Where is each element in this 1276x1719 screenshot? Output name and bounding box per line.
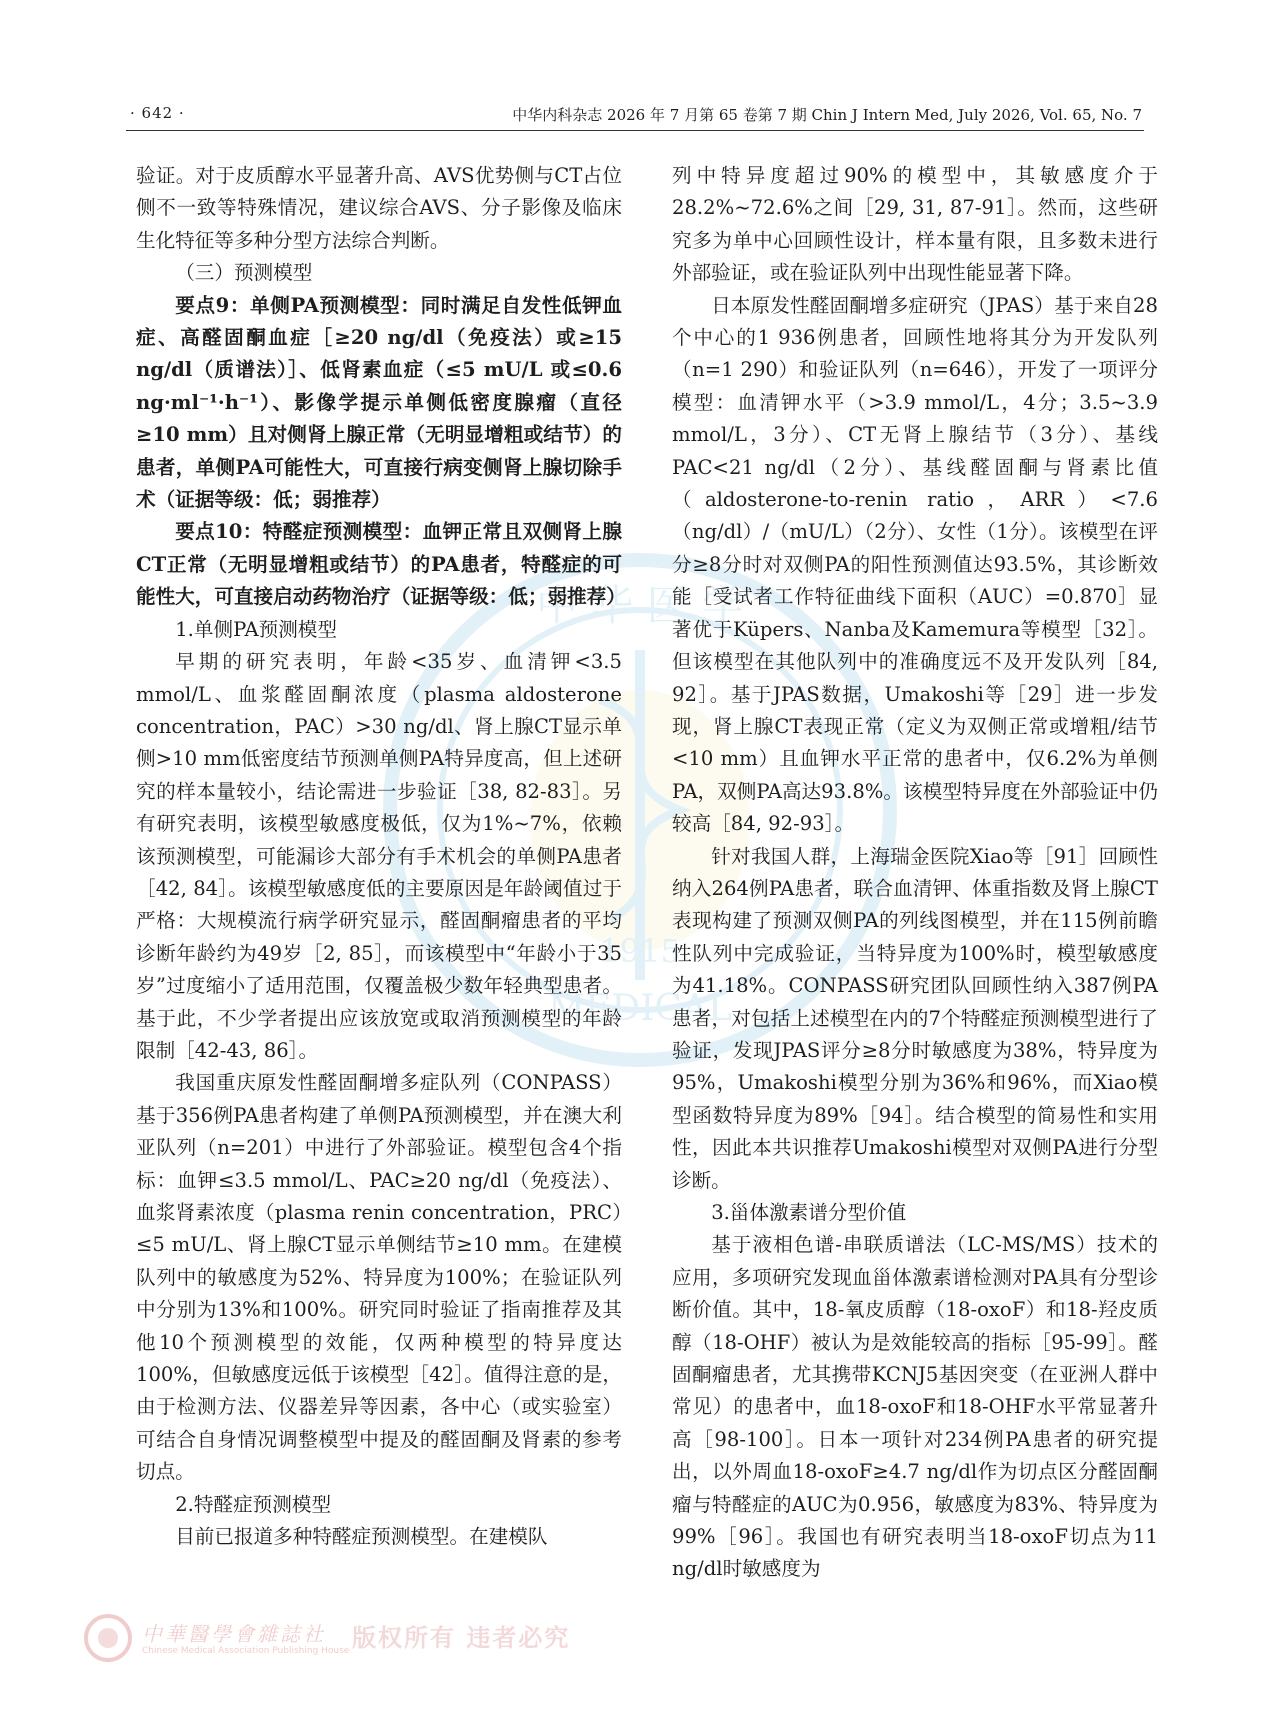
paragraph: 1.单侧PA预测模型 [175,617,337,641]
paragraph: 要点9：单侧PA预测模型：同时满足自发性低钾血症、高醛固酮血症［≥20 ng/dl（免疫法）或≥15 ng/dl（质谱法）］、低肾素血症（≤5 mU/L 或≤0.6 ng·ml⁻¹·h⁻¹）、影像学提示单侧低密度腺瘤（直径≥10 mm）且对侧肾上腺正常（无明显增粗或结节）的患者，单侧PA可能性大，可直接行病变侧肾上腺切除手术（证据等级：低；弱推荐） [136,293,622,512]
footer-brand-cn: 中華醫學會雜誌社 [142,1622,326,1646]
paragraph: 列中特异度超过90%的模型中，其敏感度介于28.2%~72.6%之间［29, 31, 87-91］。然而，这些研究多为单中心回顾性设计，样本量有限，且多数未进行外部验证，或在验证队列中出现性能显著下降。 [672,164,1158,285]
footer-brand-en: Chinese Medical Association Publishing House [142,1646,350,1656]
watermark-text-top: 中 华 医 学 [535,581,745,630]
left-column [136,160,626,1553]
page-header [126,96,1144,131]
watermark-year: 1915 [599,932,681,970]
paragraph: 验证。对于皮质醇水平显著升高、AVS优势侧与CT占位侧不一致等特殊情况，建议综合AVS、分子影像及临床生化特征等多种分型方法综合判断。 [136,164,622,252]
footer-watermark [82,1612,582,1666]
paragraph: 日本原发性醛固酮增多症研究（JPAS）基于来自28个中心的1 936例患者，回顾性地将其分为开发队列（n=1 290）和验证队列（n=646），开发了一项评分模型：血清钾水平（>3.9 mmol/L，4分；3.5~3.9 mmol/L，3分）、CT无肾上腺结节（3分）、基线PAC<21 ng/dl（2分）、基线醛固酮与肾素比值（aldosterone-to-renin ratio，ARR）<7.6（ng/dl）/（mU/L）（2分）、女性（1分）。该模型在评分≥8分时对双侧PA的阳性预测值达93.5%，其诊断效能［受试者工作特征曲线下面积（AUC）=0.870］显著优于Küpers、Nanba及Kamemura等模型［32］。但该模型在其他队列中的准确度远不及开发队列［84, 92］。基于JPAS数据，Umakoshi等［29］进一步发现，肾上腺CT表现正常（定义为双侧正常或增粗/结节<10 mm）且血钾水平正常的患者中，仅6.2%为单侧PA，双侧PA高达93.8%。该模型特异度在外部验证中仍较高［84, 92-93］。 [672,293,1158,836]
footer-rights: 版权所有 违者必究 [352,1623,571,1652]
watermark-text-en: MEDICAL [548,988,732,1029]
paragraph: （三）预测模型 [175,261,313,285]
paragraph: 要点10：特醛症预测模型：血钾正常且双侧肾上腺CT正常（无明显增粗或结节）的PA患者，特醛症的可能性大，可直接启动药物治疗（证据等级：低；弱推荐） [136,520,626,609]
paragraph: 针对我国人群，上海瑞金医院Xiao等［91］回顾性纳入264例PA患者，联合血清钾、体重指数及肾上腺CT表现构建了预测双侧PA的列线图模型，并在115例前瞻性队列中完成验证，当特异度为100%时，模型敏感度为41.18%。CONPASS研究团队回顾性纳入387例PA患者，对包括上述模型在内的7个特醛症预测模型进行了验证，发现JPAS评分≥8分时敏感度为38%，特异度为95%，Umakoshi模型分别为36%和96%，而Xiao模型函数特异度为89%［94］。结合模型的简易性和实用性，因此本共识推荐Umakoshi模型对双侧PA进行分型诊断。 [672,844,1158,1192]
paragraph: 早期的研究表明，年龄<35岁、血清钾<3.5 mmol/L、血浆醛固酮浓度（plasma aldosterone concentration，PAC）>30 ng/dl、肾上腺CT显示单侧>10 mm低密度结节预测单侧PA特异度高，但上述研究的样本量较小，结论需进一步验证［38, 82-83］。另有研究表明，该模型敏感度极低，仅为1%~7%，依赖该预测模型，可能漏诊大部分有手术机会的单侧PA患者［42, 84］。该模型敏感度低的主要原因是年龄阈值过于严格：大规模流行病学研究显示，醛固酮瘤患者的平均诊断年龄约为49岁［2, 85］，而该模型中“年龄小于35岁”过度缩小了适用范围，仅覆盖极少数年轻典型患者。基于此，不少学者提出应该放宽或取消预测模型的年龄限制［42-43, 86］。 [136,650,622,1062]
paragraph: 3.甾体激素谱分型价值 [711,1201,907,1224]
paragraph: 我国重庆原发性醛固酮增多症队列（CONPASS）基于356例PA患者构建了单侧PA预测模型，并在澳大利亚队列（n=201）中进行了外部验证。模型包含4个指标：血钾≤3.5 mmol/L、PAC≥20 ng/dl（免疫法）、血浆肾素浓度（plasma renin concentration，PRC）≤5 mU/L、肾上腺CT显示单侧结节≥10 mm。在建模队列中的敏感度为52%、特异度为100%；在验证队列中分别为13%和100%。研究同时验证了指南推荐及其他10个预测模型的效能，仅两种模型的特异度达100%，但敏感度远低于该模型［42］。值得注意的是，由于检测方法、仪器差异等因素，各中心（或实验室）可结合自身情况调整模型中提及的醛固酮及肾素的参考切点。 [136,1071,622,1484]
journal-citation: 中华内科杂志 2026 年 7 月第 65 卷第 7 期 Chin J Intern Med, July 2026, Vol. 65, No. 7 [512,106,1142,124]
right-column [672,160,1158,1586]
paragraph: 2.特醛症预测模型 [175,1492,332,1516]
page-number: · 642 · [130,104,185,122]
paragraph: 目前已报道多种特醛症预测模型。在建模队 [175,1525,548,1549]
paragraph: 基于液相色谱-串联质谱法（LC-MS/MS）技术的应用，多项研究发现血甾体激素谱检测对PA具有分型诊断价值。其中，18-氧皮质醇（18-oxoF）和18-羟皮质醇（18-OHF）被认为是效能较高的指标［95-99］。醛固酮瘤患者，尤其携带KCNJ5基因突变（在亚洲人群中常见）的患者中，血18-oxoF和18-OHF水平常显著升高［98-100］。日本一项针对234例PA患者的研究提出，以外周血18-oxoF≥4.7 ng/dl作为切点区分醛固酮瘤与特醛症的AUC为0.956，敏感度为83%、特异度为99%［96］。我国也有研究表明当18-oxoF切点为11 ng/dl时敏感度为 [672,1233,1158,1581]
cma-logo-icon [82,1612,134,1664]
